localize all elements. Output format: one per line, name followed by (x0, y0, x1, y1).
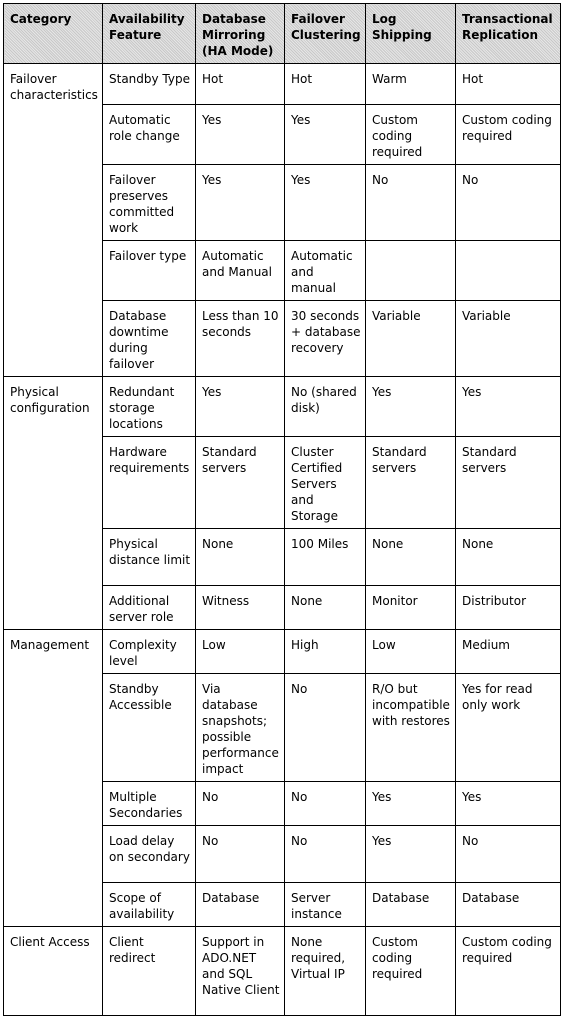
header-availability-feature: Availability Feature (103, 4, 196, 64)
replication-cell: Standard servers (456, 437, 561, 529)
log-shipping-cell: None (366, 529, 456, 586)
clustering-cell: No (285, 782, 366, 826)
clustering-cell: Server instance (285, 883, 366, 927)
table-row (4, 927, 561, 1016)
replication-cell (456, 241, 561, 301)
table-row (4, 630, 561, 674)
mirroring-cell: Database (196, 883, 285, 927)
mirroring-cell: Via database snapshots; possible performance impact (196, 674, 285, 782)
mirroring-cell: Less than 10 seconds (196, 301, 285, 377)
clustering-cell: Cluster Certified Servers and Storage (285, 437, 366, 529)
clustering-cell: None required, Virtual IP (285, 927, 366, 1016)
log-shipping-cell: Monitor (366, 586, 456, 630)
replication-cell: Distributor (456, 586, 561, 630)
clustering-cell: 30 seconds + database recovery (285, 301, 366, 377)
log-shipping-cell: Standard servers (366, 437, 456, 529)
mirroring-cell: No (196, 782, 285, 826)
log-shipping-cell: Variable (366, 301, 456, 377)
clustering-cell: Hot (285, 64, 366, 105)
log-shipping-cell: Yes (366, 826, 456, 883)
mirroring-cell: Support in ADO.NET and SQL Native Client (196, 927, 285, 1016)
mirroring-cell: No (196, 826, 285, 883)
log-shipping-cell: No (366, 165, 456, 241)
clustering-cell: Yes (285, 105, 366, 165)
replication-cell: No (456, 826, 561, 883)
log-shipping-cell: Warm (366, 64, 456, 105)
header-transactional-replication: Transactional Replication (456, 4, 561, 64)
mirroring-cell: Low (196, 630, 285, 674)
category-cell: Failover characteristics (4, 64, 103, 377)
feature-cell: Failover type (103, 241, 196, 301)
header-row (4, 4, 561, 64)
mirroring-cell: Yes (196, 105, 285, 165)
mirroring-cell: Standard servers (196, 437, 285, 529)
table-row (4, 377, 561, 437)
mirroring-cell: Yes (196, 377, 285, 437)
replication-cell: No (456, 165, 561, 241)
feature-cell: Automatic role change (103, 105, 196, 165)
feature-cell: Hardware requirements (103, 437, 196, 529)
availability-comparison-table (3, 3, 561, 1016)
replication-cell: None (456, 529, 561, 586)
header-log-shipping: Log Shipping (366, 4, 456, 64)
clustering-cell: No (285, 826, 366, 883)
clustering-cell: Yes (285, 165, 366, 241)
log-shipping-cell: Yes (366, 782, 456, 826)
log-shipping-cell: R/O but incompatible with restores (366, 674, 456, 782)
clustering-cell: None (285, 586, 366, 630)
replication-cell: Yes (456, 377, 561, 437)
feature-cell: Standby Accessible (103, 674, 196, 782)
feature-cell: Additional server role (103, 586, 196, 630)
replication-cell: Database (456, 883, 561, 927)
mirroring-cell: Witness (196, 586, 285, 630)
feature-cell: Redundant storage locations (103, 377, 196, 437)
clustering-cell: Automatic and manual (285, 241, 366, 301)
log-shipping-cell: Yes (366, 377, 456, 437)
feature-cell: Physical distance limit (103, 529, 196, 586)
log-shipping-cell: Custom coding required (366, 927, 456, 1016)
header-category: Category (4, 4, 103, 64)
replication-cell: Yes for read only work (456, 674, 561, 782)
feature-cell: Multiple Secondaries (103, 782, 196, 826)
feature-cell: Client redirect (103, 927, 196, 1016)
clustering-cell: No (285, 674, 366, 782)
replication-cell: Hot (456, 64, 561, 105)
log-shipping-cell: Low (366, 630, 456, 674)
feature-cell: Load delay on secondary (103, 826, 196, 883)
log-shipping-cell: Database (366, 883, 456, 927)
mirroring-cell: Hot (196, 64, 285, 105)
header-failover-clustering: Failover Clustering (285, 4, 366, 64)
header-database-mirroring: Database Mirroring (HA Mode) (196, 4, 285, 64)
category-cell: Client Access (4, 927, 103, 1016)
log-shipping-cell: Custom coding required (366, 105, 456, 165)
replication-cell: Medium (456, 630, 561, 674)
clustering-cell: 100 Miles (285, 529, 366, 586)
feature-cell: Scope of availability (103, 883, 196, 927)
table-row (4, 64, 561, 105)
replication-cell: Yes (456, 782, 561, 826)
category-cell: Management (4, 630, 103, 927)
replication-cell: Custom coding required (456, 105, 561, 165)
mirroring-cell: None (196, 529, 285, 586)
clustering-cell: No (shared disk) (285, 377, 366, 437)
feature-cell: Failover preserves committed work (103, 165, 196, 241)
feature-cell: Database downtime during failover (103, 301, 196, 377)
replication-cell: Custom coding required (456, 927, 561, 1016)
feature-cell: Complexity level (103, 630, 196, 674)
mirroring-cell: Yes (196, 165, 285, 241)
category-cell: Physical configuration (4, 377, 103, 630)
replication-cell: Variable (456, 301, 561, 377)
clustering-cell: High (285, 630, 366, 674)
feature-cell: Standby Type (103, 64, 196, 105)
log-shipping-cell (366, 241, 456, 301)
mirroring-cell: Automatic and Manual (196, 241, 285, 301)
